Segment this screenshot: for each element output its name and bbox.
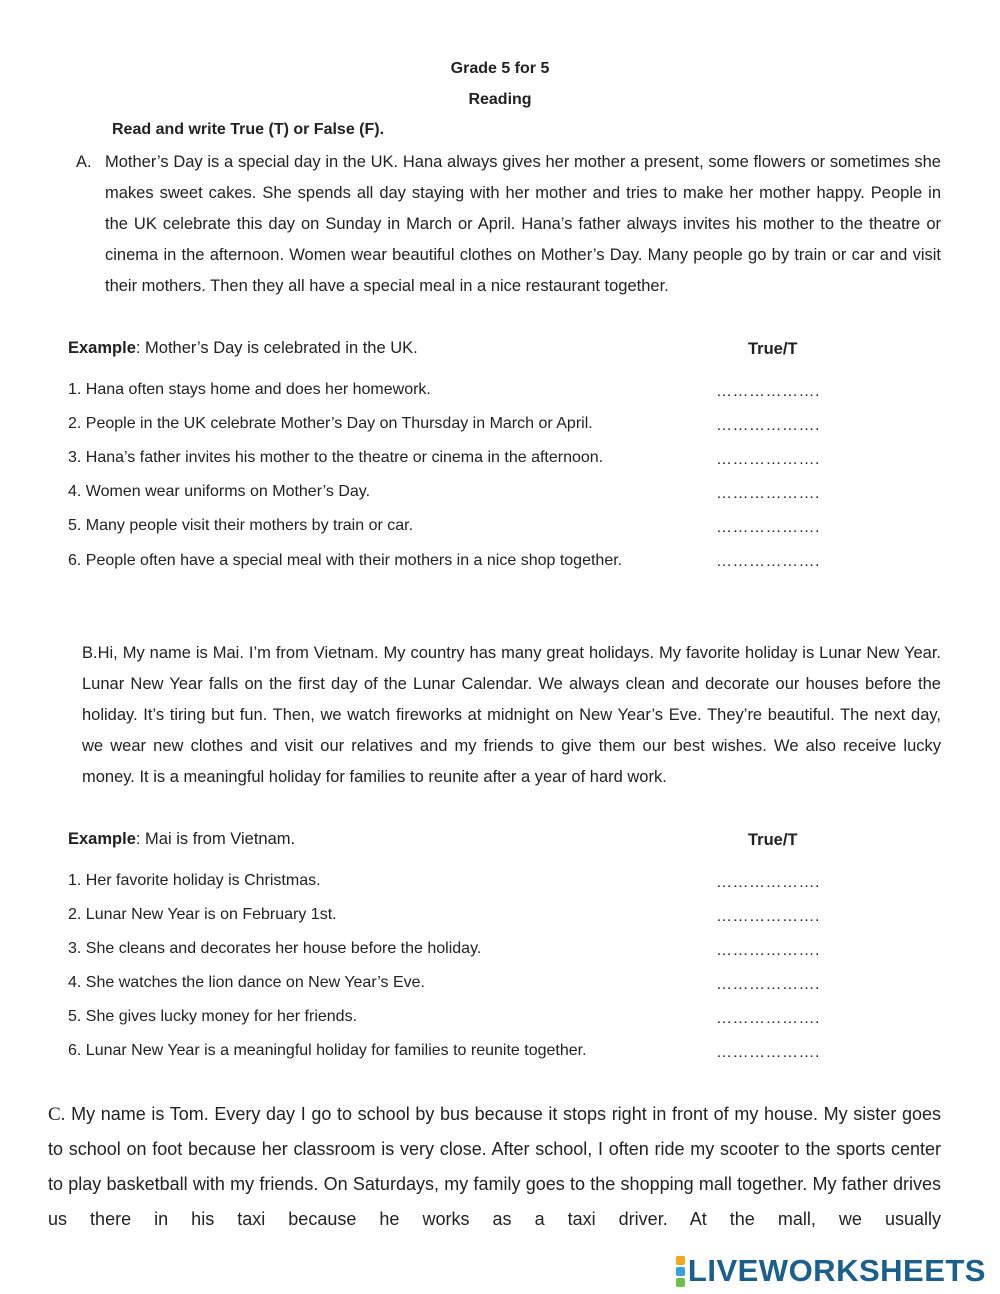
answer-blank-b-6[interactable]: ………………. [716, 1044, 820, 1061]
question-b-2: 2. Lunar New Year is on February 1st. [68, 906, 337, 923]
page-subtitle: Reading [468, 91, 532, 108]
answer-blank-b-4[interactable]: ………………. [716, 976, 820, 993]
answer-blank-a-6[interactable]: ………………. [716, 553, 820, 570]
example-text: : Mother’s Day is celebrated in the UK. [135, 339, 418, 357]
answer-blank-b-3[interactable]: ………………. [716, 942, 820, 959]
section-c-text: My name is Tom. Every day I go to school by bus because it stops right in front of my house. My sister goes to school on foot because her classroom is very close. After school, I often ride my scooter to the sports center to play basketball with my friends. On Saturdays, my family goes to the shopping mall together. My father drives us there in his taxi because he works as a taxi driver. At the mall, we usually [48, 1104, 941, 1229]
question-b-4: 4. She watches the lion dance on New Year’s Eve. [68, 974, 425, 991]
question-a-4: 4. Women wear uniforms on Mother’s Day. [68, 483, 371, 500]
example-label: Example [68, 830, 136, 848]
section-a-passage: Mother’s Day is a special day in the UK. Hana always gives her mother a present, some flowers or sometimes she makes sweet cakes. She spends all day staying with her mother and tries to make her mother happy. People in the UK celebrate this day on Sunday in March or April. Hana’s father always invites his mother to the theatre or cinema in the afternoon. Women wear beautiful clothes on Mother’s Day. Many people go by train or car and visit their mothers. Then they all have a special meal in a nice restaurant together. [105, 153, 941, 295]
answer-blank-b-5[interactable]: ………………. [716, 1010, 820, 1027]
question-b-6: 6. Lunar New Year is a meaningful holiday for families to reunite together. [68, 1042, 587, 1059]
question-a-6: 6. People often have a special meal with their mothers in a nice shop together. [68, 552, 623, 569]
question-a-1: 1. Hana often stays home and does her homework. [68, 381, 431, 398]
section-b-passage: B.Hi, My name is Mai. I’m from Vietnam. My country has many great holidays. My favorite holiday is Lunar New Year. Lunar New Year falls on the first day of the Lunar Calendar. We always clean and decorate our houses before the holiday. It’s tiring but fun. Then, we watch fireworks at midnight on New Year’s Eve. They’re beautiful. The next day, we wear new clothes and visit our relatives and my friends to give them our best wishes. We also receive lucky money. It is a meaningful holiday for families to reunite after a year of hard work. [82, 644, 941, 786]
question-b-3: 3. She cleans and decorates her house before the holiday. [68, 940, 482, 957]
liveworksheets-logo[interactable] [676, 1254, 986, 1288]
answer-blank-a-1[interactable]: ………………. [716, 383, 820, 400]
logo-mark-icon [676, 1255, 685, 1288]
question-b-5: 5. She gives lucky money for her friends. [68, 1008, 358, 1025]
answer-blank-b-2[interactable]: ………………. [716, 908, 820, 925]
section-a-example [68, 338, 418, 358]
answer-blank-a-4[interactable]: ………………. [716, 485, 820, 502]
answer-blank-b-1[interactable]: ………………. [716, 874, 820, 891]
question-a-5: 5. Many people visit their mothers by train or car. [68, 517, 414, 534]
example-text: : Mai is from Vietnam. [135, 830, 296, 848]
section-b-answer-header: True/T [748, 831, 798, 849]
answer-blank-a-3[interactable]: ………………. [716, 451, 820, 468]
question-b-1: 1. Her favorite holiday is Christmas. [68, 872, 321, 889]
section-a-label: A. [76, 153, 92, 171]
page-title: Grade 5 for 5 [450, 60, 550, 77]
section-a-answer-header: True/T [748, 340, 798, 358]
instruction: Read and write True (T) or False (F). [112, 121, 385, 138]
logo-text: LIVEWORKSHEETS [687, 1253, 986, 1288]
answer-blank-a-2[interactable]: ………………. [716, 417, 820, 434]
question-a-2: 2. People in the UK celebrate Mother’s Day on Thursday in March or April. [68, 415, 593, 432]
question-a-3: 3. Hana’s father invites his mother to the theatre or cinema in the afternoon. [68, 449, 604, 466]
section-b-example [68, 829, 295, 849]
section-c-label: C. [48, 1104, 66, 1125]
example-label: Example [68, 339, 136, 357]
answer-blank-a-5[interactable]: ………………. [716, 519, 820, 536]
section-c-passage [48, 1097, 941, 1237]
